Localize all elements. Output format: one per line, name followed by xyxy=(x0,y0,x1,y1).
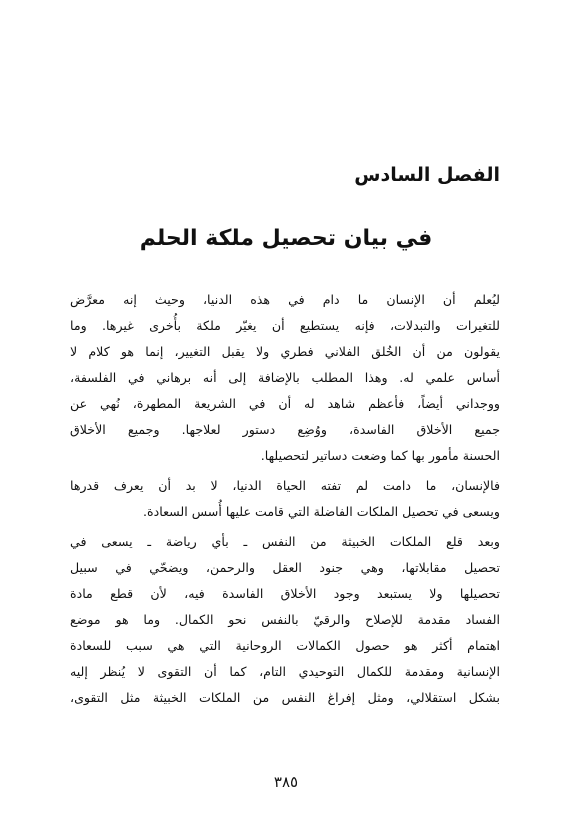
body-text xyxy=(70,287,500,711)
text-line: بشكل استقلالي، ومثل إفراغ النفس من الملكات الخبيثة مثل التقوى، xyxy=(70,690,500,705)
text-line: تحصيلها ولا يستبعد وجود الأخلاق الفاسدة فيه، لأن قطع مادة xyxy=(70,586,500,601)
page-number: ٣٨٥ xyxy=(273,773,299,791)
text-line: اهتمام أكثر هو حصول الكمالات الروحانية التي هي سبب للسعادة xyxy=(70,638,500,653)
paragraph-1 xyxy=(70,287,500,469)
chapter-title: في بيان تحصيل ملكة الحلم xyxy=(139,226,433,251)
text-line: للتغيرات والتبدلات، فإنه يستطيع أن يغيّر ملكة بأُخرى غيرها. وما xyxy=(70,318,500,333)
text-line: فالإنسان، ما دامت لم تفته الحياة الدنيا، لا بد أن يعرف قدرها xyxy=(70,478,500,493)
text-line: يقولون من أن الخُلق الفلاني فطري ولا يقبل التغيير، إنما هو كلام لا xyxy=(70,344,500,359)
paragraph-2 xyxy=(70,473,500,525)
text-line: تحصيل مقابلاتها، وهي جنود العقل والرحمن، ويضحّي في سبيل xyxy=(70,560,500,575)
text-line: ويسعى في تحصيل الملكات الفاضلة التي قامت عليها أُسس السعادة. xyxy=(143,504,500,519)
text-line: الحسنة مأمور بها كما وضعت دساتير لتحصيلها. xyxy=(260,448,500,463)
text-line: أساس علمي له. وهذا المطلب بالإضافة إلى أنه برهاني في الفلسفة، xyxy=(70,370,500,385)
text-line: ووجداني أيضاً، فأعظم شاهد له أن في الشريعة المطهرة، نُهي عن xyxy=(70,396,500,411)
text-line: ليُعلم أن الإنسان ما دام في هذه الدنيا، وحيث إنه معرَّض xyxy=(70,292,500,307)
paragraph-3 xyxy=(70,529,500,711)
text-line: الإنسانية ومقدمة للكمال التوحيدي التام، كما أن التقوى لا يُنظر إليه xyxy=(70,664,500,679)
text-line: وبعد قلع الملكات الخبيثة من النفس ـ بأي رياضة ـ يسعى في xyxy=(70,534,500,549)
chapter-label: الفصل السادس xyxy=(354,164,500,186)
text-line: جميع الأخلاق الفاسدة، ووُضِع دستور لعلاجها. وجميع الأخلاق xyxy=(70,422,500,437)
text-line: الفساد مقدمة للإصلاح والرقيّ بالنفس نحو الكمال. وما هو موضع xyxy=(70,612,500,627)
